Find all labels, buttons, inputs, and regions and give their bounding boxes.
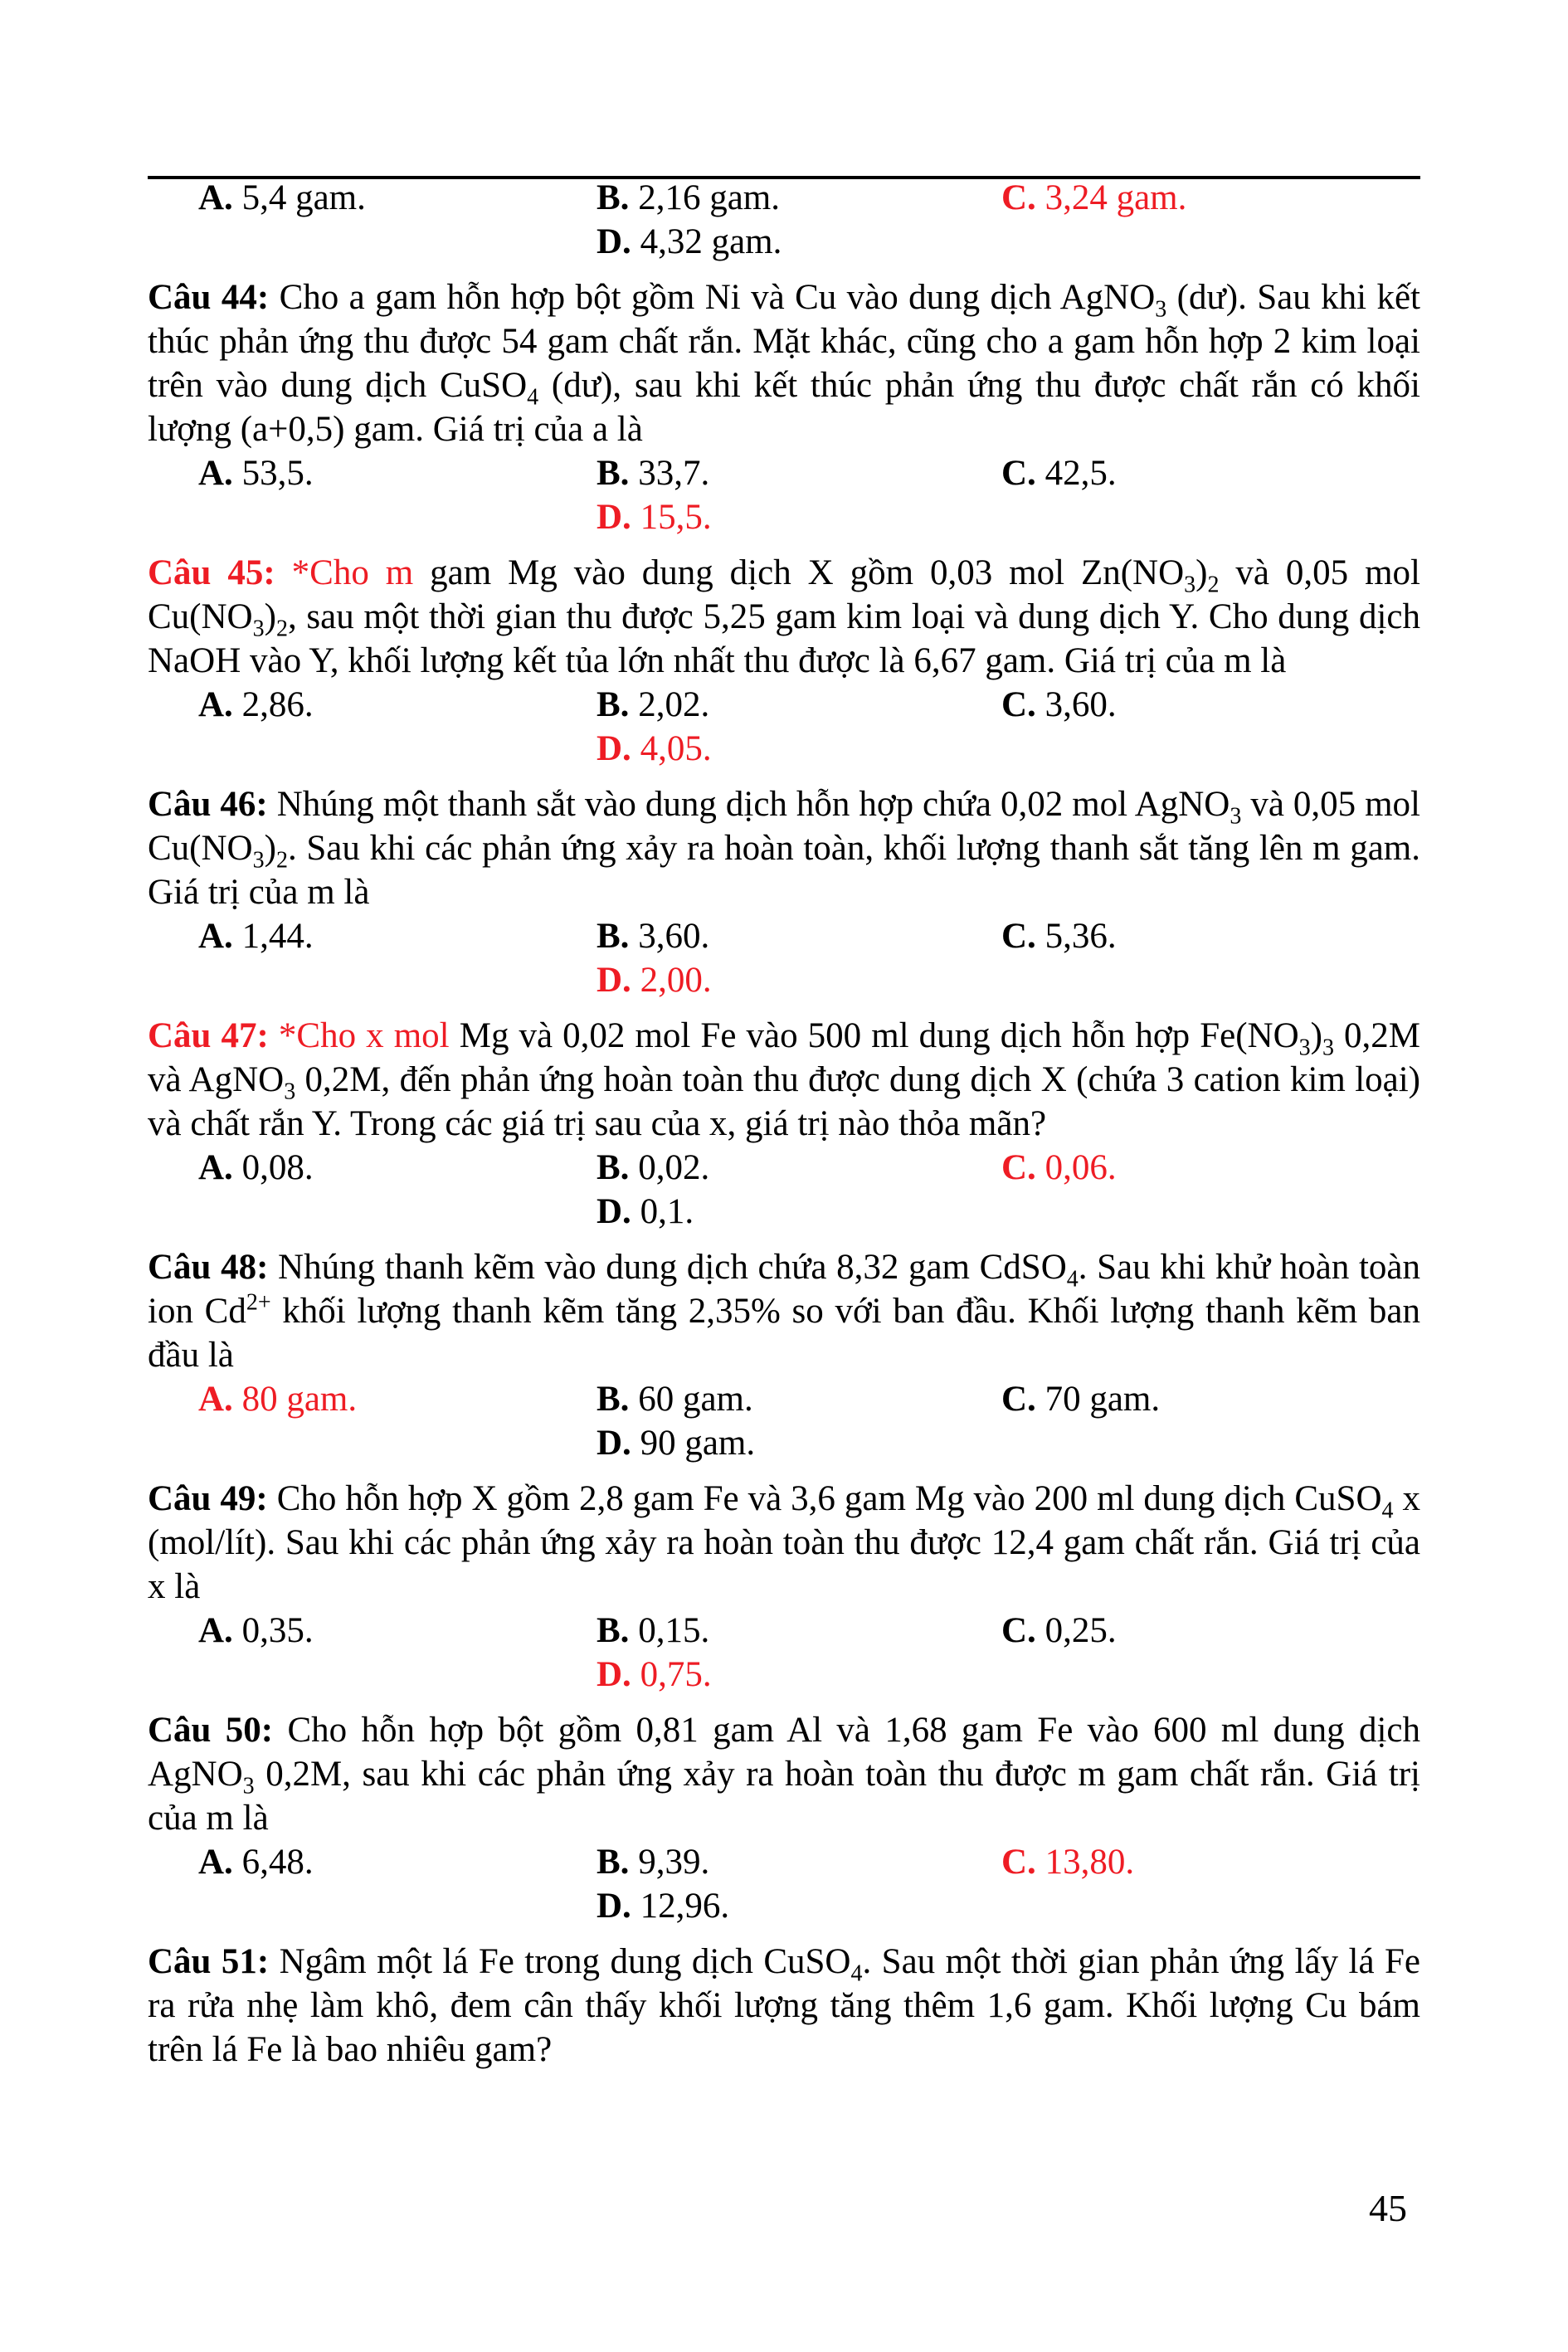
- question-label: Câu 47:: [148, 1016, 269, 1055]
- option-c-correct: C. 0,06.: [1001, 1148, 1117, 1187]
- question-51: Câu 51: Ngâm một lá Fe trong dung dịch CuSO$_4$. Sau một thời gian phản ứng lấy lá Fe ra rửa nhẹ làm khô, đem cân thấy khối lượng tăng thêm 1,6 gam. Khối lượng Cu bám trên lá Fe là bao nhiêu gam?: [148, 1942, 1420, 2069]
- option-d-correct: D. 4,05.: [597, 729, 712, 768]
- option-d: D. 12,96.: [597, 1887, 730, 1926]
- question-45: Câu 45: *Cho m gam Mg vào dung dịch X gồm 0,03 mol $Zn(NO_3)_2$ và 0,05 mol $Cu(NO_3)_2$, sau một thời gian thu được 5,25 gam kim loại và dung dịch Y. Cho dung dịch NaOH vào Y, khối lượng kết tủa lớn nhất thu được là 6,67 gam. Giá trị của m là: [148, 553, 1420, 680]
- option-c-correct: C. 13,80.: [1001, 1843, 1135, 1882]
- question-50: Câu 50: Cho hỗn hợp bột gồm 0,81 gam Al và 1,68 gam Fe vào 600 ml dung dịch AgNO$_3$ 0,2M, sau khi các phản ứng xảy ra hoàn toàn thu được m gam chất rắn. Giá trị của m là: [148, 1711, 1420, 1838]
- option-d: D. 4,32 gam.: [597, 222, 782, 261]
- question-44: Câu 44: Cho a gam hỗn hợp bột gồm Ni và Cu vào dung dịch AgNO$_3$ (dư). Sau khi kết thúc phản ứng thu được 54 gam chất rắn. Mặt khác, cũng cho a gam hỗn hợp 2 kim loại trên vào dung dịch CuSO$_4$ (dư), sau khi kết thúc phản ứng thu được chất rắn có khối lượng (a+0,5) gam. Giá trị của a là: [148, 278, 1420, 449]
- option-c: C. 5,36.: [1001, 917, 1117, 956]
- option-a-correct: A. 80 gam.: [198, 1380, 358, 1419]
- option-a: A. 6,48.: [198, 1843, 314, 1882]
- options-48: [148, 1377, 1420, 1465]
- question-label: Câu 48:: [148, 1248, 269, 1287]
- option-c: C. 3,60.: [1001, 685, 1117, 724]
- options-45: [148, 683, 1420, 771]
- option-b: B. 60 gam.: [597, 1380, 753, 1419]
- option-c: C. 70 gam.: [1001, 1380, 1161, 1419]
- page-number: 45: [1369, 2187, 1407, 2229]
- option-a: A. 0,08.: [198, 1148, 314, 1187]
- question-46: Câu 46: Nhúng một thanh sắt vào dung dịch hỗn hợp chứa 0,02 mol AgNO$_3$ và 0,05 mol $Cu(NO_3)_2$. Sau khi các phản ứng xảy ra hoàn toàn, khối lượng thanh sắt tăng lên m gam. Giá trị của m là: [148, 785, 1420, 912]
- options-prev-question: [148, 176, 1420, 264]
- question-label: Câu 51:: [148, 1942, 270, 1981]
- options-47: [148, 1146, 1420, 1234]
- option-b: B. 33,7.: [597, 454, 710, 493]
- options-50: [148, 1840, 1420, 1928]
- question-label: Câu 44:: [148, 278, 270, 317]
- options-49: [148, 1609, 1420, 1697]
- option-a: A. 1,44.: [198, 917, 314, 956]
- option-b: B. 0,15.: [597, 1611, 710, 1650]
- question-label: Câu 45:: [148, 553, 275, 592]
- question-label: Câu 50:: [148, 1711, 274, 1750]
- option-d: D. 90 gam.: [597, 1424, 756, 1463]
- option-b: B. 0,02.: [597, 1148, 710, 1187]
- option-c-correct: C. 3,24 gam.: [1001, 178, 1187, 217]
- question-label: Câu 46:: [148, 785, 268, 824]
- option-b: B. 9,39.: [597, 1843, 710, 1882]
- options-46: [148, 914, 1420, 1002]
- option-b: B. 2,16 gam.: [597, 178, 780, 217]
- question-49: Câu 49: Cho hỗn hợp X gồm 2,8 gam Fe và 3,6 gam Mg vào 200 ml dung dịch CuSO$_4$ x (mol/lít). Sau khi các phản ứng xảy ra hoàn toàn thu được 12,4 gam chất rắn. Giá trị của x là: [148, 1479, 1420, 1606]
- option-d-correct: D. 15,5.: [597, 498, 712, 537]
- option-c: C. 42,5.: [1001, 454, 1117, 493]
- option-d: D. 0,1.: [597, 1192, 694, 1231]
- option-a: A. 2,86.: [198, 685, 314, 724]
- option-c: C. 0,25.: [1001, 1611, 1117, 1650]
- option-b: B. 3,60.: [597, 917, 710, 956]
- question-48: Câu 48: Nhúng thanh kẽm vào dung dịch chứa 8,32 gam CdSO$_4$. Sau khi khử hoàn toàn ion $Cd^{2+}$ khối lượng thanh kẽm tăng 2,35% so với ban đầu. Khối lượng thanh kẽm ban đầu là: [148, 1248, 1420, 1375]
- option-d-correct: D. 0,75.: [597, 1655, 712, 1694]
- options-44: [148, 451, 1420, 539]
- option-a: A. 53,5.: [198, 454, 314, 493]
- question-47: Câu 47: *Cho x mol Mg và 0,02 mol Fe vào 500 ml dung dịch hỗn hợp $Fe(NO_3)_3$ 0,2M và AgNO$_3$ 0,2M, đến phản ứng hoàn toàn thu được dung dịch X (chứa 3 cation kim loại) và chất rắn Y. Trong các giá trị sau của x, giá trị nào thỏa mãn?: [148, 1016, 1421, 1143]
- page-content: [148, 176, 1420, 2072]
- option-d-correct: D. 2,00.: [597, 961, 712, 1000]
- option-b: B. 2,02.: [597, 685, 710, 724]
- option-a: A. 0,35.: [198, 1611, 314, 1650]
- question-label: Câu 49:: [148, 1479, 268, 1518]
- option-a: A. 5,4 gam.: [198, 178, 366, 217]
